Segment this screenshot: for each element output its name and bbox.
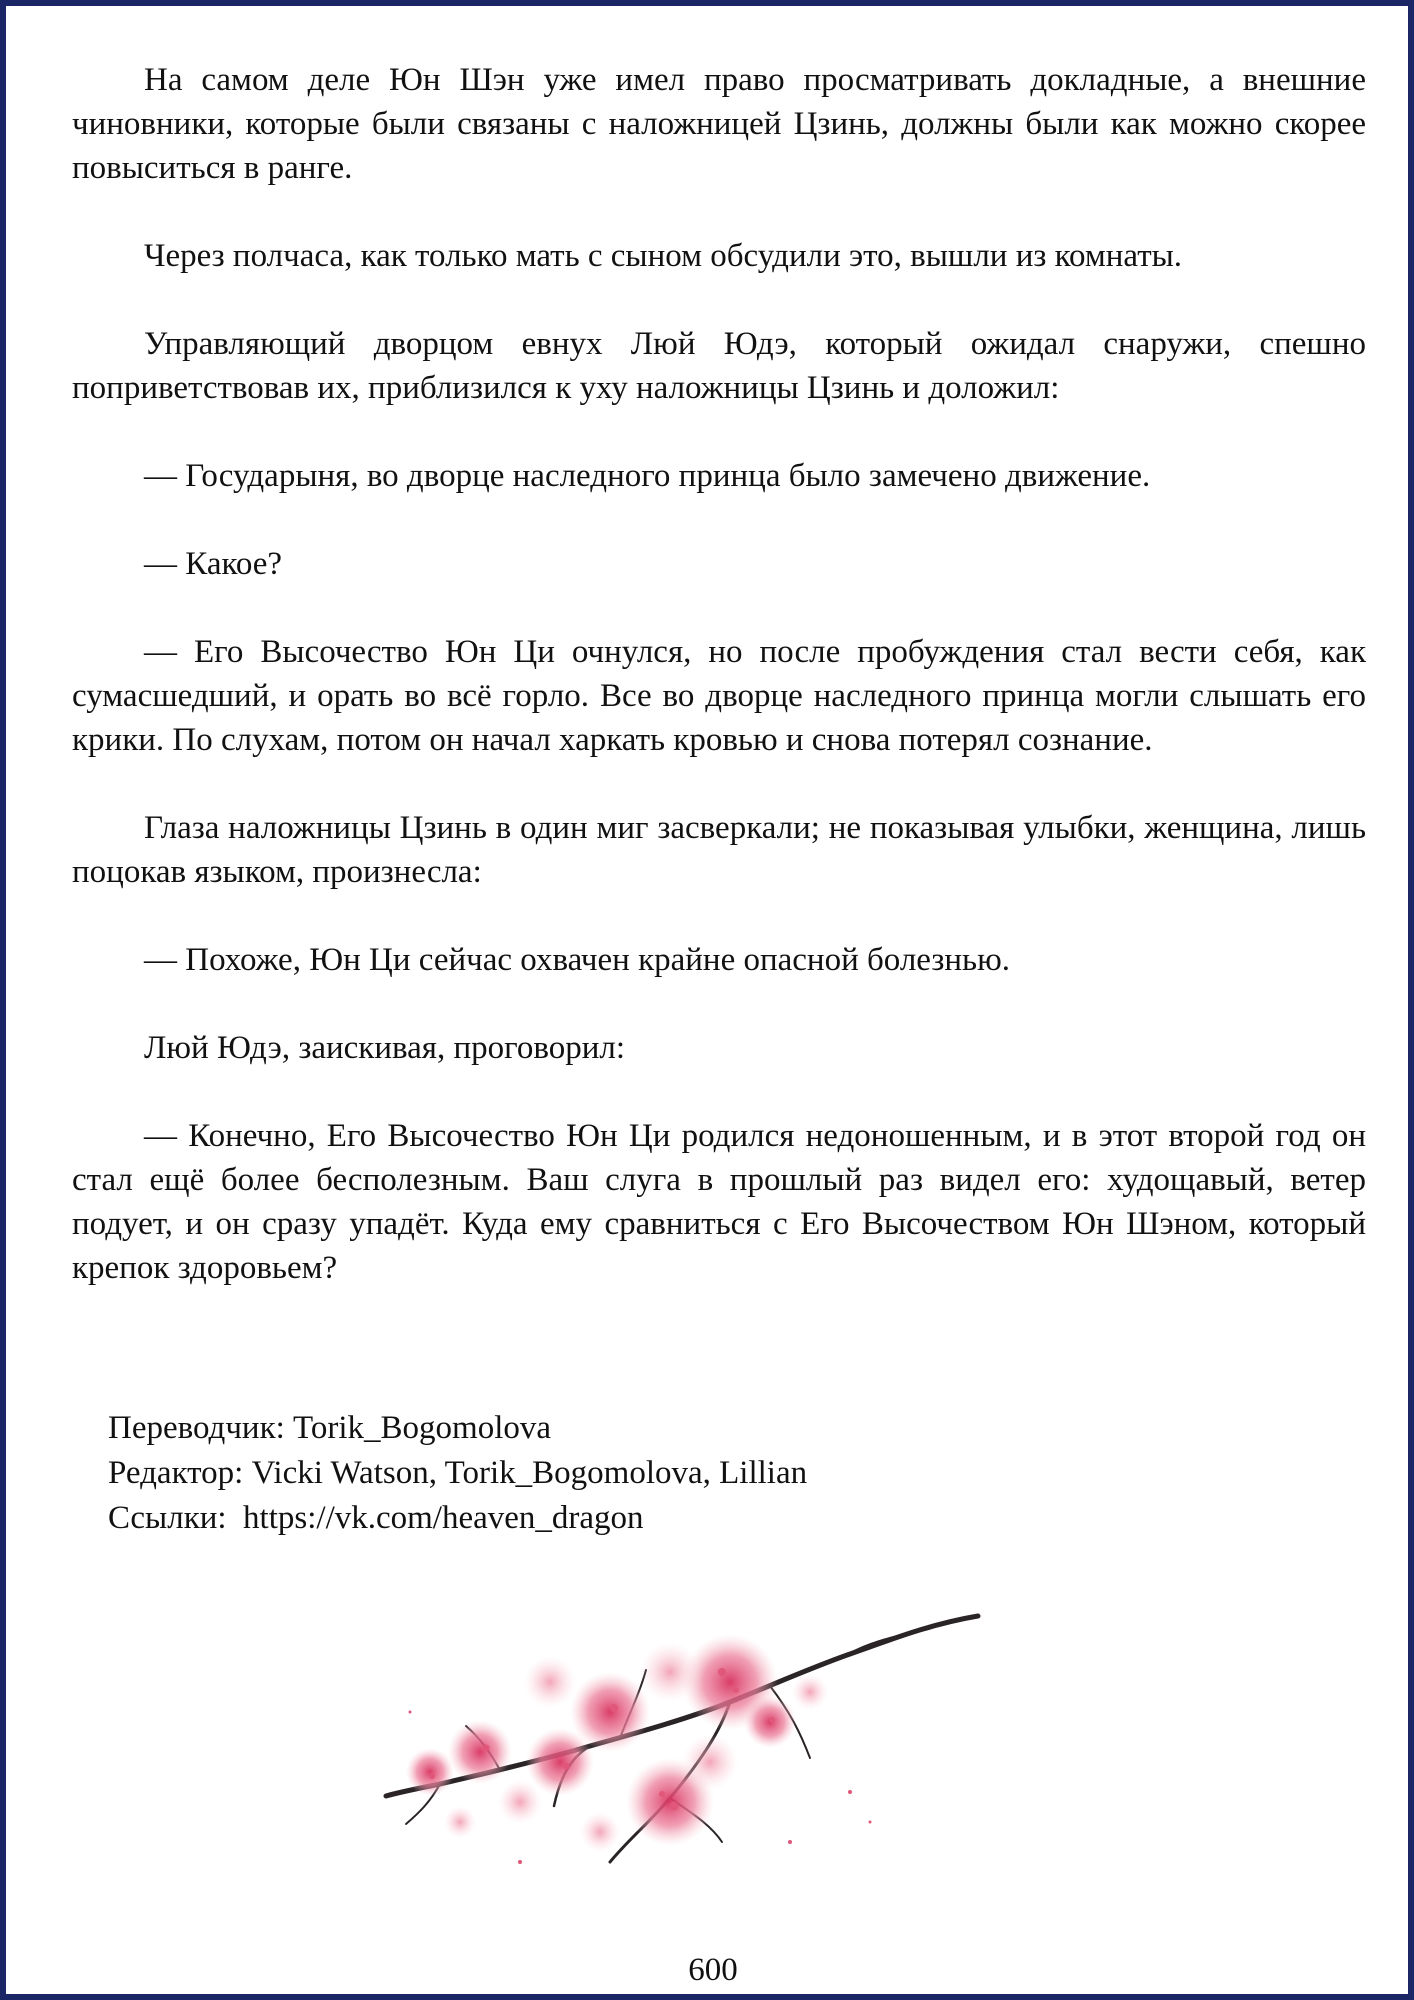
paragraph: — Государыня, во дворце наследного принца было замечено движение. — [144, 458, 1151, 494]
links-credit: Ссылки: https://vk.com/heaven_dragon — [108, 1500, 644, 1536]
paragraph: — Конечно, Его Высочество Юн Ци родился недоношенным, и в этот второй год он стал ещё более бесполезным. Ваш слуга в прошлый раз видел его: худощавый, ветер подует, и он сразу упадёт. Куда ему сравниться с Его Высочеством Юн Шэном, который крепок здоровьем? — [72, 1118, 1366, 1286]
paragraph: Через полчаса, как только мать с сыном обсудили это, вышли из комнаты. — [144, 238, 1183, 274]
credits — [108, 1406, 807, 1541]
editor-credit: Редактор: Vicki Watson, Torik_Bogomolova, Lillian — [108, 1455, 808, 1491]
paragraph: Глаза наложницы Цзинь в один миг засверкали; не показывая улыбки, женщина, лишь поцокав языком, произнесла: — [72, 810, 1366, 890]
body-text — [72, 58, 1366, 1334]
paragraph: На самом деле Юн Шэн уже имел право просматривать докладные, а внешние чиновники, которые были связаны с наложницей Цзинь, должны были как можно скорее повыситься в ранге. — [72, 62, 1366, 186]
paragraph: Управляющий дворцом евнух Люй Юдэ, который ожидал снаружи, спешно поприветствовав их, приблизился к уху наложницы Цзинь и доложил: — [72, 326, 1366, 406]
blossoms — [406, 1634, 828, 1852]
cherry-blossom-illustration — [370, 1562, 982, 1916]
paragraph: — Похоже, Юн Ци сейчас охвачен крайне опасной болезнью. — [144, 942, 1011, 978]
paragraph: — Какое? — [144, 546, 283, 582]
page-number: 600 — [688, 1952, 738, 1988]
paragraph: Люй Юдэ, заискивая, проговорил: — [144, 1030, 625, 1066]
paragraph: — Его Высочество Юн Ци очнулся, но после пробуждения стал вести себя, как сумасшедший, и орать во всё горло. Все во дворце наследного принца могли слышать его крики. По слухам, потом он начал харкать кровью и снова потерял сознание. — [72, 634, 1366, 758]
translator-credit: Переводчик: Torik_Bogomolova — [108, 1410, 552, 1446]
